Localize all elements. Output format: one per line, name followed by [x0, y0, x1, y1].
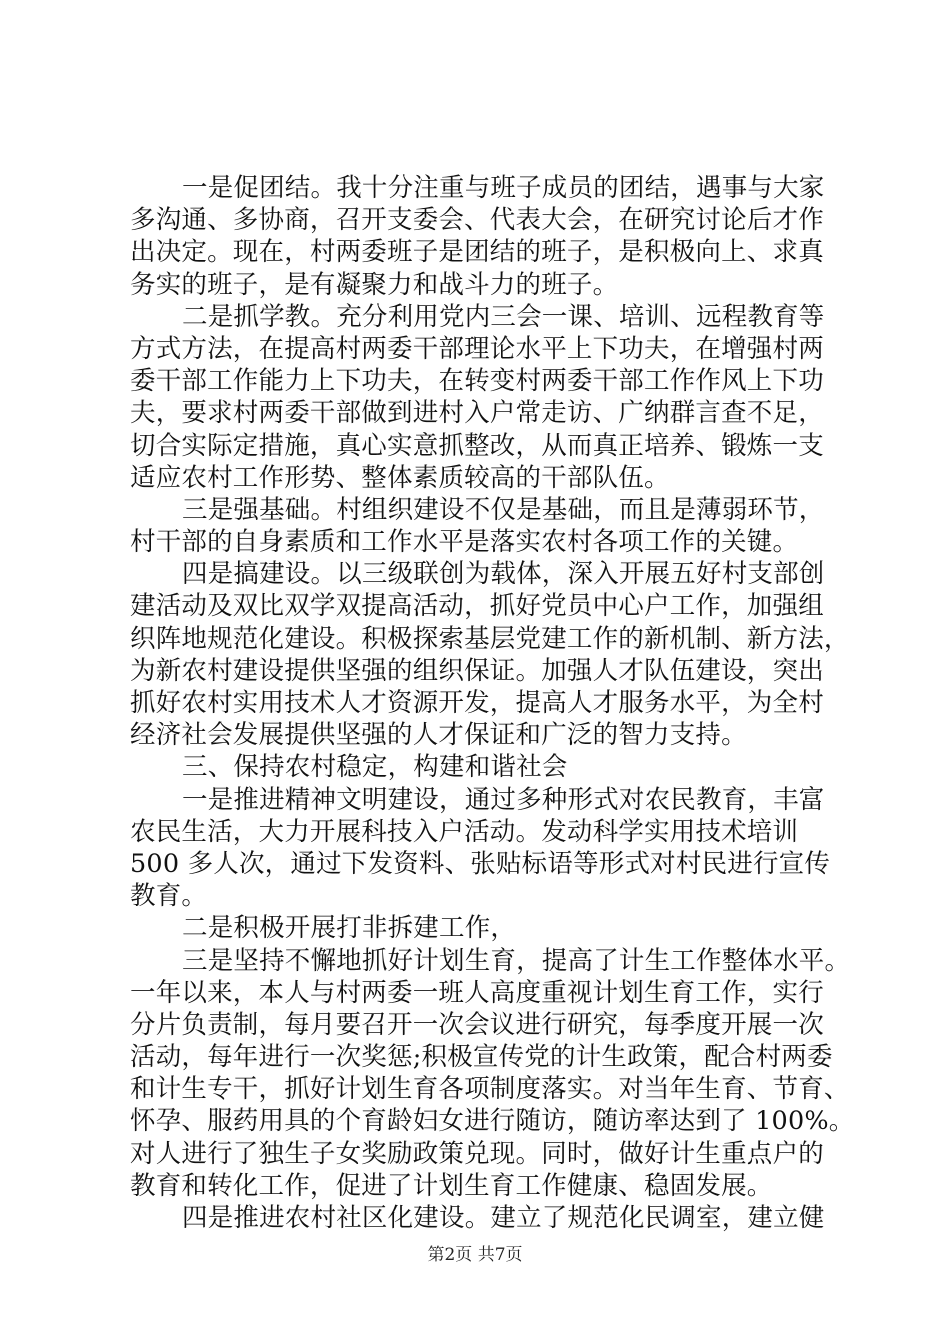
- text-line: 多沟通、多协商，召开支委会、代表大会，在研究讨论后才作: [130, 205, 824, 236]
- text-line: 一是推进精神文明建设，通过多种形式对农民教育，丰富: [182, 784, 825, 815]
- text-line: 一年以来，本人与村两委一班人高度重视计划生育工作，实行: [130, 977, 824, 1008]
- text-line: 务实的班子，是有凝聚力和战斗力的班子。: [130, 269, 619, 300]
- document-body: [130, 172, 855, 1234]
- text-line: 村干部的自身素质和工作水平是落实农村各项工作的关键。: [130, 527, 799, 558]
- text-line: 为新农村建设提供坚强的组织保证。加强人才队伍建设，突出: [130, 655, 824, 686]
- text-line: 经济社会发展提供坚强的人才保证和广泛的智力支持。: [130, 720, 747, 751]
- text-line: 适应农村工作形势、整体素质较高的干部队伍。: [130, 462, 670, 493]
- text-line: 委干部工作能力上下功夫，在转变村两委干部工作作风上下功: [130, 366, 824, 397]
- text-line: 和计生专干，抓好计划生育各项制度落实。对当年生育、节育、: [130, 1074, 850, 1105]
- text-line: 四是推进农村社区化建设。建立了规范化民调室，建立健: [182, 1203, 825, 1233]
- text-line: 500 多人次，通过下发资料、张贴标语等形式对村民进行宣传: [130, 848, 831, 879]
- text-line: 农民生活，大力开展科技入户活动。发动科学实用技术培训: [130, 816, 799, 847]
- text-line: 四是搞建设。以三级联创为载体，深入开展五好村支部创: [182, 559, 825, 590]
- text-line: 一是促团结。我十分注重与班子成员的团结，遇事与大家: [182, 173, 825, 203]
- text-line: 怀孕、服药用具的个育龄妇女进行随访，随访率达到了 100%。: [130, 1106, 855, 1137]
- text-line: 教育。: [130, 881, 208, 912]
- text-line: 活动，每年进行一次奖惩;积极宣传党的计生政策，配合村两委: [130, 1042, 833, 1073]
- text-line: 对人进行了独生子女奖励政策兑现。同时，做好计生重点户的: [130, 1138, 824, 1169]
- text-line: 方式方法，在提高村两委干部理论水平上下功夫，在增强村两: [130, 333, 824, 364]
- page-indicator: 第2页 共7页: [427, 1245, 523, 1265]
- text-line: 夫，要求村两委干部做到进村入户常走访、广纳群言查不足，: [130, 398, 824, 429]
- text-line: 教育和转化工作，促进了计划生育工作健康、稳固发展。: [130, 1170, 773, 1201]
- text-line: 二是抓学教。充分利用党内三会一课、培训、远程教育等: [182, 301, 825, 332]
- text-line: 切合实际定措施，真心实意抓整改，从而真正培养、锻炼一支: [130, 430, 824, 461]
- text-line: 分片负责制，每月要召开一次会议进行研究，每季度开展一次: [130, 1009, 824, 1040]
- text-line: 织阵地规范化建设。积极探索基层党建工作的新机制、新方法，: [130, 623, 850, 654]
- text-line: 抓好农村实用技术人才资源开发，提高人才服务水平，为全村: [130, 688, 824, 718]
- text-line: 二是积极开展打非拆建工作，: [182, 913, 517, 944]
- text-line: 建活动及双比双学双提高活动，抓好党员中心户工作，加强组: [130, 591, 824, 622]
- text-line: 出决定。现在，村两委班子是团结的班子，是积极向上、求真: [130, 237, 824, 268]
- section-heading: 三、保持农村稳定，构建和谐社会: [182, 752, 568, 783]
- text-line: 三是强基础。村组织建设不仅是基础，而且是薄弱环节，: [182, 494, 825, 525]
- text-line: 三是坚持不懈地抓好计划生育，提高了计生工作整体水平。: [182, 945, 851, 976]
